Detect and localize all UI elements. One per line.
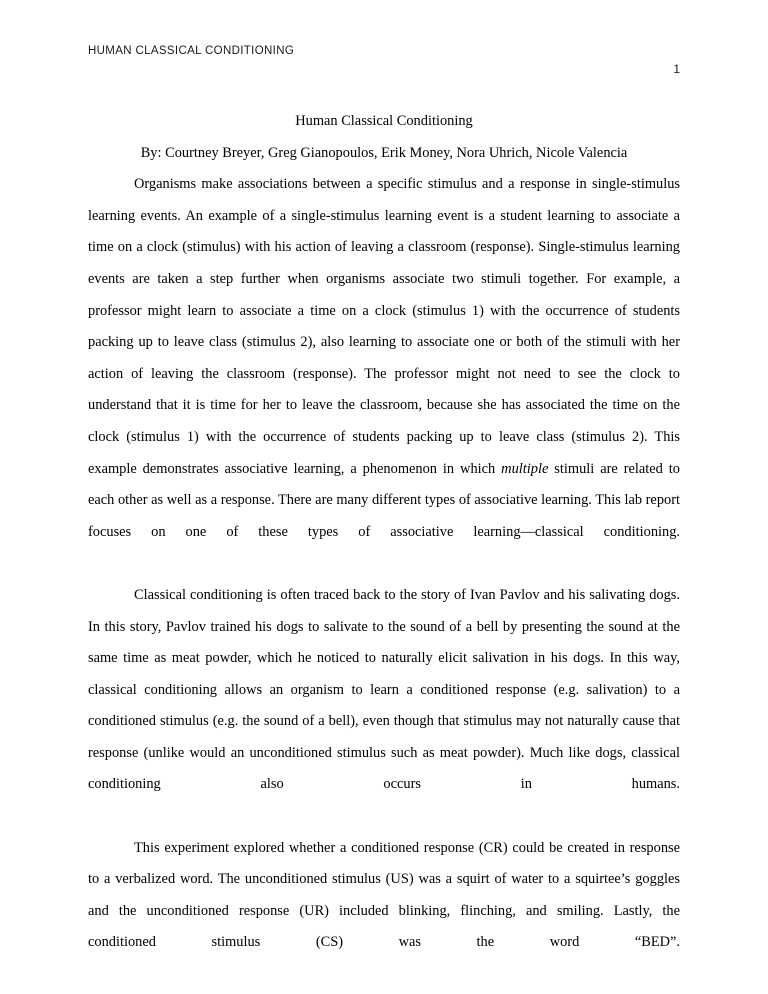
document-body xyxy=(88,106,680,991)
paragraph-intro-associative-learning xyxy=(88,169,680,580)
emphasized-word-multiple: multiple xyxy=(501,460,549,477)
running-header: HUMAN CLASSICAL CONDITIONING xyxy=(88,45,295,57)
page-number: 1 xyxy=(673,62,680,76)
document-title: Human Classical Conditioning xyxy=(295,113,473,129)
author-byline: By: Courtney Breyer, Greg Gianopoulos, Erik Money, Nora Uhrich, Nicole Valencia xyxy=(140,144,628,161)
paragraph-text-part-2: stimuli are related to each other as well as a response. There are many different types of associative learning. This lab report focuses on one of these types of associative learning—classical conditioning. xyxy=(88,460,680,540)
paragraph-text-part-1: Organisms make associations between a specific stimulus and a response in single-stimulus learning events. An example of a single-stimulus learning event is a student learning to associate a time on a clock (stimulus) with his action of leaving a classroom (response). Single-stimulus learning events are taken a step further when organisms associate two stimuli together. For example, a professor might learn to associate a time on a clock (stimulus 1) with the occurrence of students packing up to leave class (stimulus 2), also learning to associate one or both of the stimuli with her action of leaving the classroom (response). The professor might not need to see the clock to understand that it is time for her to leave the classroom, because she has associated the time on the clock (stimulus 1) with the occurrence of students packing up to leave class (stimulus 2). This example demonstrates associative learning, a phenomenon in which xyxy=(88,176,680,477)
paragraph-pavlov-history: Classical conditioning is often traced back to the story of Ivan Pavlov and his salivating dogs. In this story, Pavlov trained his dogs to salivate to the sound of a bell by presenting the sound at the same time as meat powder, which he noticed to naturally elicit salivation in his dogs. In this way, classical conditioning allows an organism to learn a conditioned response (e.g. salivation) to a conditioned stimulus (e.g. the sound of a bell), even though that stimulus may not naturally cause that response (unlike would an unconditioned stimulus such as meat powder). Much like dogs, classical conditioning also occurs in humans. xyxy=(88,586,680,793)
paragraph-experiment-overview: This experiment explored whether a conditioned response (CR) could be created in response to a verbalized word. The unconditioned stimulus (US) was a squirt of water to a squirtee’s goggles and the unconditioned response (UR) included blinking, flinching, and smiling. Lastly, the conditioned stimulus (CS) was the word “BED”. xyxy=(88,839,680,951)
